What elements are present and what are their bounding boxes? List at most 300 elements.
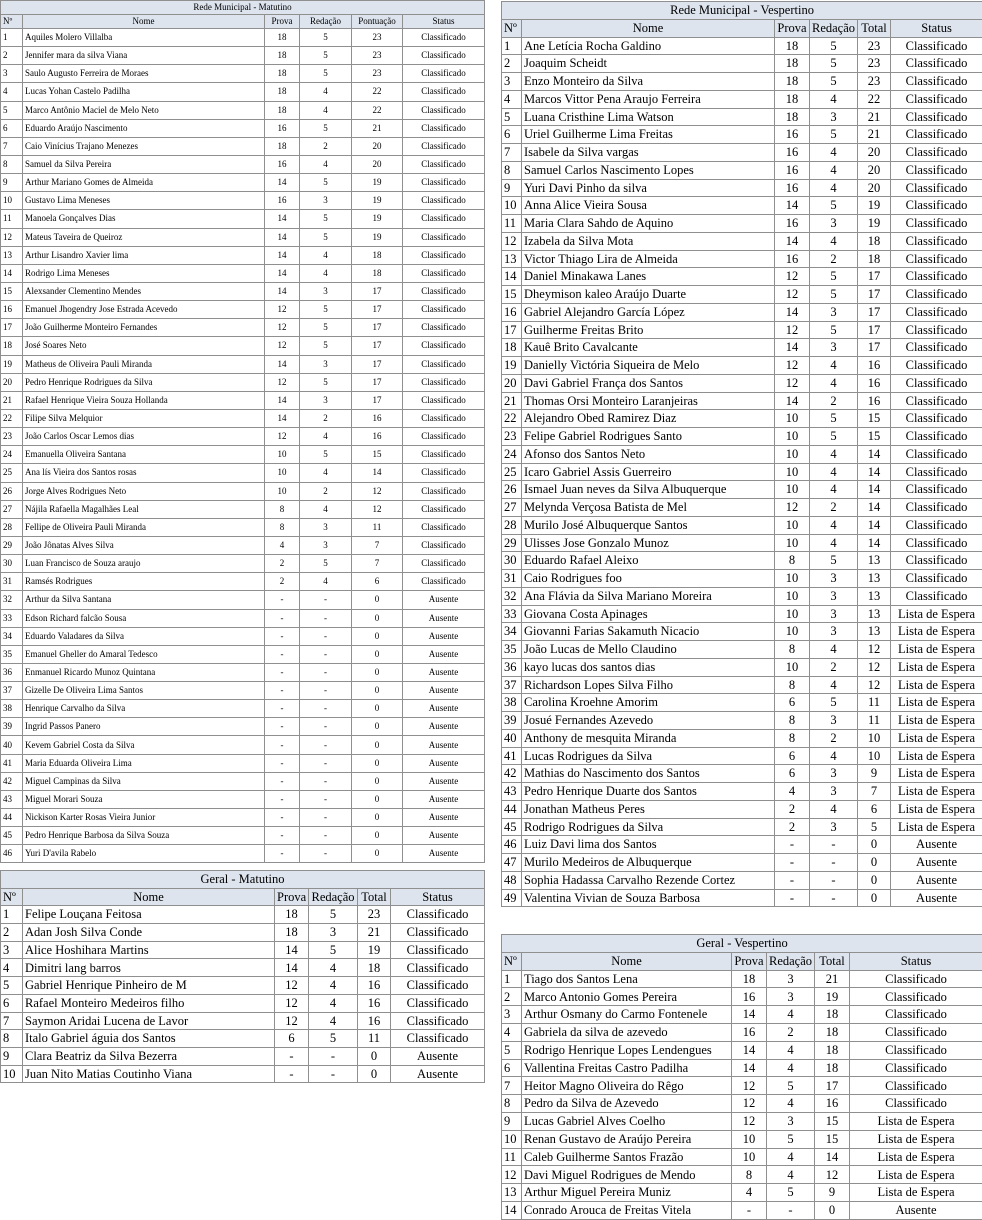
table-cell: Arthur Lisandro Xavier lima: [23, 246, 265, 264]
table-cell: Classificado: [403, 83, 485, 101]
table-cell: 6: [775, 747, 810, 765]
table-cell: 14: [775, 232, 810, 250]
table-cell: Classificado: [850, 1059, 982, 1077]
table-cell: 4: [810, 481, 858, 499]
table-row: [1, 409, 485, 427]
table-cell: 25: [502, 463, 522, 481]
table-cell: Lista de Espera: [850, 1148, 982, 1166]
table-cell: Ausente: [403, 790, 485, 808]
table-cell: Isabele da Silva vargas: [522, 144, 775, 162]
table-row: [502, 1041, 982, 1059]
table-row: [1, 264, 485, 282]
table-row: [502, 1006, 982, 1024]
table-cell: Ausente: [891, 871, 982, 889]
table-cell: 18: [775, 90, 810, 108]
table-cell: 30: [502, 552, 522, 570]
table-cell: 46: [1, 845, 23, 863]
table-cell: Matheus de Oliveira Pauli Miranda: [23, 355, 265, 373]
table-row: [502, 712, 982, 730]
table-cell: Ramsés Rodrigues: [23, 573, 265, 591]
table-cell: 4: [810, 747, 858, 765]
table-cell: Classificado: [891, 286, 982, 304]
table-row: [502, 357, 982, 375]
table-cell: Ausente: [850, 1201, 982, 1219]
table-cell: Mateus Taveira de Queiroz: [23, 228, 265, 246]
table-cell: 18: [858, 232, 891, 250]
table-cell: João Guilherme Monteiro Fernandes: [23, 319, 265, 337]
table-cell: Classificado: [891, 499, 982, 517]
table-cell: Classificado: [403, 409, 485, 427]
table-cell: Classificado: [891, 410, 982, 428]
table-row: [1, 482, 485, 500]
table-cell: -: [265, 772, 300, 790]
table-cell: 13: [858, 570, 891, 588]
table-cell: 5: [309, 906, 358, 924]
table-rede-municipal-matutino: [0, 0, 485, 863]
table-cell: 14: [1, 264, 23, 282]
table-cell: -: [265, 682, 300, 700]
table-cell: Luiz Davi lima dos Santos: [522, 836, 775, 854]
table-cell: 14: [858, 445, 891, 463]
table-cell: 14: [858, 534, 891, 552]
table-cell: 3: [810, 339, 858, 357]
table-cell: 19: [1, 355, 23, 373]
table-row: [502, 1095, 982, 1113]
table-cell: 12: [265, 337, 300, 355]
table-cell: Miguel Campinas da Silva: [23, 772, 265, 790]
table-cell: 3: [810, 783, 858, 801]
table-cell: Victor Thiago Lira de Almeida: [522, 250, 775, 268]
table-cell: Pedro Henrique Barbosa da Silva Souza: [23, 827, 265, 845]
table-cell: Miguel Morari Souza: [23, 790, 265, 808]
table-cell: 14: [275, 941, 309, 959]
table-cell: -: [810, 889, 858, 907]
table-cell: 45: [1, 827, 23, 845]
table-cell: 4: [300, 246, 352, 264]
table-cell: 19: [352, 210, 403, 228]
table-row: [1, 500, 485, 518]
table-cell: 3: [810, 215, 858, 233]
table-cell: 0: [352, 736, 403, 754]
table-row: [1, 246, 485, 264]
table-cell: Ulisses Jose Gonzalo Munoz: [522, 534, 775, 552]
table-cell: 4: [265, 536, 300, 554]
table-cell: 20: [352, 137, 403, 155]
table-row: [502, 392, 982, 410]
table-cell: 13: [502, 250, 522, 268]
table-cell: 20: [352, 155, 403, 173]
table-cell: 12: [265, 373, 300, 391]
table-cell: 33: [502, 605, 522, 623]
table-cell: Thomas Orsi Monteiro Laranjeiras: [522, 392, 775, 410]
table-cell: 6: [502, 1059, 522, 1077]
table-cell: 12: [352, 500, 403, 518]
table-cell: 13: [502, 1184, 522, 1202]
table-row: [502, 605, 982, 623]
table-cell: Classificado: [891, 445, 982, 463]
table-row: [1, 282, 485, 300]
table-cell: Classificado: [391, 906, 485, 924]
table-cell: 8: [265, 518, 300, 536]
column-header: Total: [815, 952, 850, 970]
table-cell: Adan Josh Silva Conde: [23, 924, 275, 942]
table-cell: Danielly Victória Siqueira de Melo: [522, 357, 775, 375]
table-row: [502, 534, 982, 552]
table-cell: Classificado: [850, 1006, 982, 1024]
table-row: [1, 518, 485, 536]
table-cell: 14: [858, 463, 891, 481]
table-cell: 8: [502, 161, 522, 179]
table-cell: 5: [810, 321, 858, 339]
table-cell: 5: [810, 197, 858, 215]
table-cell: 17: [815, 1077, 850, 1095]
table-cell: Classificado: [403, 518, 485, 536]
table-cell: Ausente: [403, 754, 485, 772]
table-cell: Lista de Espera: [891, 605, 982, 623]
table-cell: Ausente: [403, 736, 485, 754]
table-cell: Lista de Espera: [891, 658, 982, 676]
table-cell: 10: [775, 516, 810, 534]
table-row: [1, 1030, 485, 1048]
table-cell: 5: [810, 410, 858, 428]
table-cell: -: [775, 889, 810, 907]
table-cell: Davi Miguel Rodrigues de Mendo: [522, 1166, 732, 1184]
table-cell: 38: [1, 700, 23, 718]
table-cell: 10: [502, 197, 522, 215]
table-cell: 17: [1, 319, 23, 337]
table-cell: 12: [732, 1077, 767, 1095]
table-cell: Ana Flávia da Silva Mariano Moreira: [522, 587, 775, 605]
table-cell: Classificado: [891, 534, 982, 552]
table-cell: -: [300, 845, 352, 863]
table-row: [502, 970, 982, 988]
table-cell: Classificado: [891, 90, 982, 108]
table-cell: 3: [767, 1112, 815, 1130]
table-cell: Classificado: [891, 374, 982, 392]
table-cell: 4: [810, 144, 858, 162]
table-cell: 4: [309, 994, 358, 1012]
table-cell: Ausente: [403, 845, 485, 863]
table-row: [502, 587, 982, 605]
table-cell: Classificado: [391, 1012, 485, 1030]
table-cell: 2: [810, 499, 858, 517]
table-cell: -: [300, 754, 352, 772]
table-cell: Classificado: [891, 392, 982, 410]
table-cell: Rodrigo Rodrigues da Silva: [522, 818, 775, 836]
table-cell: 12: [502, 1166, 522, 1184]
table-cell: 15: [815, 1130, 850, 1148]
table-cell: Lista de Espera: [891, 712, 982, 730]
table-cell: 4: [810, 534, 858, 552]
table-cell: -: [810, 871, 858, 889]
table-cell: 15: [858, 428, 891, 446]
table-cell: 23: [1, 428, 23, 446]
table-cell: 16: [775, 250, 810, 268]
table-row: [502, 854, 982, 872]
table-cell: Gabriela da silva de azevedo: [522, 1023, 732, 1041]
table-cell: 14: [815, 1148, 850, 1166]
table-cell: Luana Cristhine Lima Watson: [522, 108, 775, 126]
table-cell: 2: [775, 818, 810, 836]
table-cell: Lucas Yohan Castelo Padilha: [23, 83, 265, 101]
table-cell: -: [265, 609, 300, 627]
table-cell: 44: [1, 809, 23, 827]
table-cell: 9: [502, 179, 522, 197]
table-row: [1, 228, 485, 246]
table-cell: 34: [1, 627, 23, 645]
table-cell: Filipe Silva Melquior: [23, 409, 265, 427]
table-cell: -: [300, 827, 352, 845]
table-cell: 18: [265, 29, 300, 47]
table-cell: Classificado: [403, 65, 485, 83]
table-cell: Ausente: [891, 854, 982, 872]
table-cell: 5: [502, 1041, 522, 1059]
table-cell: 14: [352, 464, 403, 482]
table-cell: 0: [858, 854, 891, 872]
table-cell: 18: [775, 37, 810, 55]
column-header: Prova: [265, 15, 300, 29]
table-cell: Classificado: [403, 210, 485, 228]
table-cell: Samuel Carlos Nascimento Lopes: [522, 161, 775, 179]
table-cell: 14: [502, 1201, 522, 1219]
table-cell: -: [265, 627, 300, 645]
table-row: [1, 428, 485, 446]
table-cell: -: [275, 1065, 309, 1083]
table-cell: Kevem Gabriel Costa da Silva: [23, 736, 265, 754]
table-cell: 18: [265, 137, 300, 155]
table-cell: 29: [1, 536, 23, 554]
table-cell: -: [265, 718, 300, 736]
table-cell: 17: [858, 321, 891, 339]
table-cell: Gustavo Lima Meneses: [23, 192, 265, 210]
table-cell: Classificado: [891, 197, 982, 215]
table-cell: Ana lís Vieira dos Santos rosas: [23, 464, 265, 482]
table-cell: Lista de Espera: [850, 1112, 982, 1130]
table-cell: 45: [502, 818, 522, 836]
table-cell: Kauê Brito Cavalcante: [522, 339, 775, 357]
table-cell: 15: [502, 286, 522, 304]
table-cell: 3: [810, 605, 858, 623]
table-row: [502, 1023, 982, 1041]
table-row: [1, 627, 485, 645]
column-header: Redação: [810, 19, 858, 37]
table-row: [502, 988, 982, 1006]
table-cell: Classificado: [403, 355, 485, 373]
table-row: [502, 321, 982, 339]
table-cell: Jonathan Matheus Peres: [522, 800, 775, 818]
table-cell: Classificado: [891, 516, 982, 534]
table-cell: 18: [265, 83, 300, 101]
table-cell: Ausente: [891, 836, 982, 854]
table-cell: -: [300, 790, 352, 808]
table-row: [1, 977, 485, 995]
table-cell: 12: [858, 641, 891, 659]
table-cell: Eduardo Araújo Nascimento: [23, 119, 265, 137]
table-cell: 5: [1, 977, 23, 995]
table-cell: Lucas Gabriel Alves Coelho: [522, 1112, 732, 1130]
table-cell: Classificado: [403, 137, 485, 155]
table-row: [502, 516, 982, 534]
table-cell: 2: [265, 573, 300, 591]
table-row: [502, 90, 982, 108]
column-header: Nº: [1, 888, 23, 906]
table-cell: 2: [502, 988, 522, 1006]
table-cell: Manoela Gonçalves Dias: [23, 210, 265, 228]
table-row: [1, 1065, 485, 1083]
table-cell: 4: [300, 500, 352, 518]
table-cell: Arthur Mariano Gomes de Almeida: [23, 174, 265, 192]
table-cell: -: [300, 718, 352, 736]
table-cell: 5: [300, 301, 352, 319]
table-cell: Lista de Espera: [891, 623, 982, 641]
table-cell: 14: [265, 264, 300, 282]
table-cell: 17: [858, 339, 891, 357]
table-cell: Classificado: [891, 179, 982, 197]
column-header: Nome: [522, 19, 775, 37]
table-cell: 14: [265, 282, 300, 300]
column-header: Prova: [275, 888, 309, 906]
table-cell: -: [300, 809, 352, 827]
table-cell: 13: [858, 623, 891, 641]
table-cell: 14: [265, 246, 300, 264]
table-cell: 11: [358, 1030, 391, 1048]
table-cell: Classificado: [850, 1095, 982, 1113]
table-cell: 16: [265, 192, 300, 210]
table-cell: 14: [265, 228, 300, 246]
table-cell: Emanuella Oliveira Santana: [23, 446, 265, 464]
table-cell: 8: [502, 1095, 522, 1113]
table-cell: 13: [858, 605, 891, 623]
table-row: [1, 827, 485, 845]
table-cell: Felipe Louçana Feitosa: [23, 906, 275, 924]
table-cell: 18: [775, 73, 810, 91]
table-cell: Classificado: [891, 481, 982, 499]
table-cell: 12: [858, 658, 891, 676]
table-row: [502, 552, 982, 570]
table-row: [502, 428, 982, 446]
table-cell: 5: [810, 73, 858, 91]
table-cell: 42: [502, 765, 522, 783]
column-header: Status: [891, 19, 982, 37]
table-cell: 16: [358, 1012, 391, 1030]
table-row: [1, 464, 485, 482]
table-cell: 41: [502, 747, 522, 765]
table-cell: Luan Francisco de Souza araujo: [23, 555, 265, 573]
table-row: [502, 445, 982, 463]
column-header: Prova: [732, 952, 767, 970]
table-cell: 5: [810, 37, 858, 55]
table-cell: 32: [1, 591, 23, 609]
table-cell: 12: [775, 286, 810, 304]
table-cell: 19: [352, 192, 403, 210]
table-cell: 11: [352, 518, 403, 536]
table-cell: 16: [858, 357, 891, 375]
table-cell: 23: [352, 47, 403, 65]
table-cell: 14: [775, 339, 810, 357]
table-cell: Caio Vinícius Trajano Menezes: [23, 137, 265, 155]
table-cell: 7: [502, 144, 522, 162]
table-cell: Lista de Espera: [891, 676, 982, 694]
table-row: [1, 301, 485, 319]
table-cell: Gizelle De Oliveira Lima Santos: [23, 682, 265, 700]
table-cell: 17: [352, 337, 403, 355]
table-cell: Josué Fernandes Azevedo: [522, 712, 775, 730]
table-cell: 0: [815, 1201, 850, 1219]
table-cell: Classificado: [403, 536, 485, 554]
table-cell: 8: [732, 1166, 767, 1184]
table-cell: 4: [810, 179, 858, 197]
table-cell: 3: [300, 355, 352, 373]
table-cell: Anna Alice Vieira Sousa: [522, 197, 775, 215]
table-row: [502, 623, 982, 641]
table-row: [502, 1130, 982, 1148]
table-cell: 18: [352, 246, 403, 264]
table-cell: Arthur da Silva Santana: [23, 591, 265, 609]
table-cell: 18: [775, 55, 810, 73]
table-cell: 2: [775, 800, 810, 818]
table-cell: 4: [309, 959, 358, 977]
table-row: [1, 446, 485, 464]
table-cell: 16: [775, 126, 810, 144]
table-cell: Edson Richard falcão Sousa: [23, 609, 265, 627]
table-cell: Rodrigo Henrique Lopes Lendengues: [522, 1041, 732, 1059]
table-cell: 4: [300, 155, 352, 173]
table-cell: 29: [502, 534, 522, 552]
table-cell: 9: [815, 1184, 850, 1202]
table-cell: 14: [858, 481, 891, 499]
table-cell: 17: [858, 303, 891, 321]
table-cell: 19: [858, 215, 891, 233]
column-header: Nome: [522, 952, 732, 970]
table-cell: Murilo José Albuquerque Santos: [522, 516, 775, 534]
table-cell: Classificado: [391, 941, 485, 959]
table-cell: Classificado: [403, 446, 485, 464]
table-cell: Classificado: [403, 174, 485, 192]
table-cell: 11: [502, 1148, 522, 1166]
table-cell: 23: [502, 428, 522, 446]
table-row: [502, 694, 982, 712]
table-cell: Classificado: [403, 101, 485, 119]
table-cell: 8: [1, 1030, 23, 1048]
table-cell: Giovana Costa Apinages: [522, 605, 775, 623]
table-cell: Classificado: [391, 977, 485, 995]
table-cell: 31: [502, 570, 522, 588]
table-cell: 10: [775, 428, 810, 446]
table-row: [1, 355, 485, 373]
table-cell: Gabriel Henrique Pinheiro de M: [23, 977, 275, 995]
table-cell: Eduardo Rafael Aleixo: [522, 552, 775, 570]
table-cell: 44: [502, 800, 522, 818]
table-row: [502, 1112, 982, 1130]
table-cell: 17: [858, 286, 891, 304]
table-cell: 11: [858, 712, 891, 730]
table-cell: 4: [767, 1059, 815, 1077]
table-cell: 17: [352, 355, 403, 373]
table-cell: Classificado: [403, 500, 485, 518]
table-title: Rede Municipal - Matutino: [1, 1, 485, 15]
table-cell: Classificado: [891, 161, 982, 179]
table-cell: 35: [1, 645, 23, 663]
table-cell: 4: [767, 1095, 815, 1113]
table-cell: 17: [352, 282, 403, 300]
table-row: [502, 1166, 982, 1184]
table-cell: 8: [265, 500, 300, 518]
table-row: [1, 555, 485, 573]
table-cell: 4: [1, 959, 23, 977]
table-cell: 5: [810, 55, 858, 73]
table-cell: 20: [502, 374, 522, 392]
table-cell: Felipe Gabriel Rodrigues Santo: [522, 428, 775, 446]
